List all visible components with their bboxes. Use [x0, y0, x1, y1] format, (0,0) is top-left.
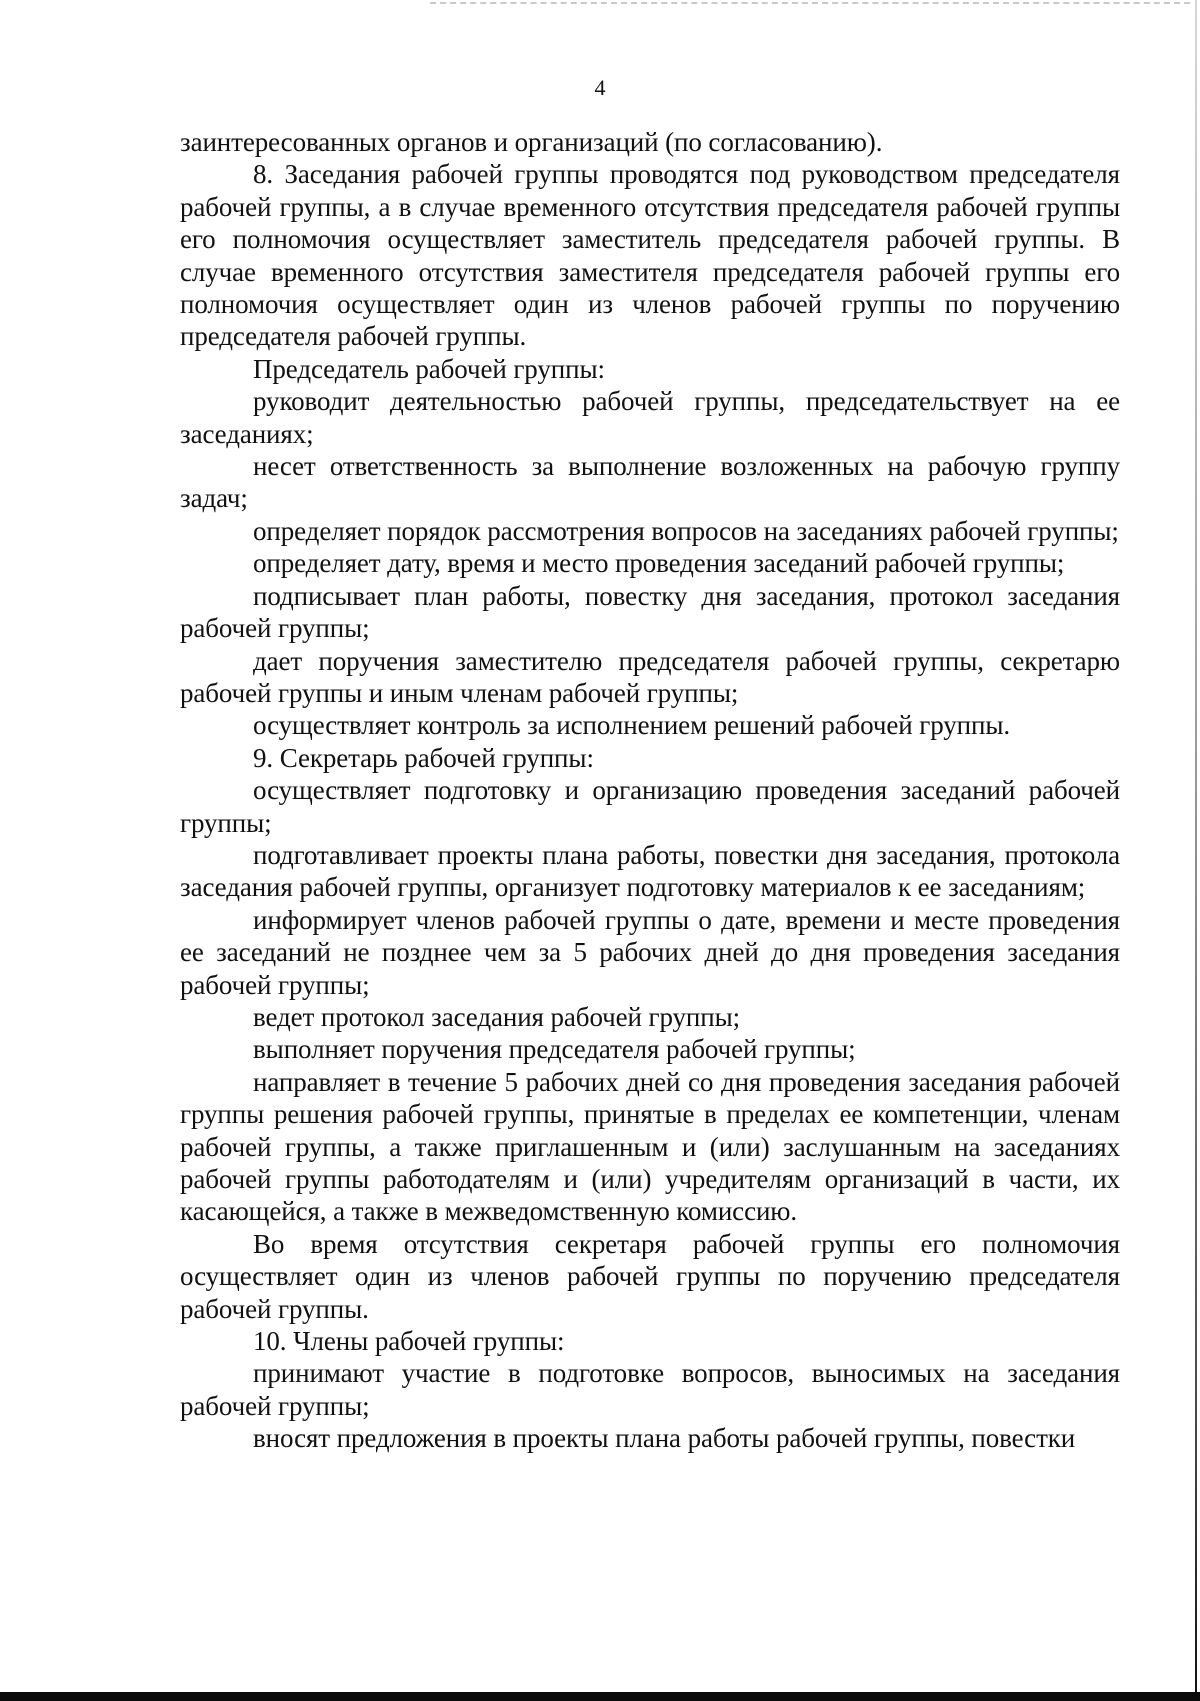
- document-body: [180, 126, 1120, 1455]
- paragraph: принимают участие в подготовке вопросов, выносимых на заседания рабочей группы;: [180, 1358, 1120, 1421]
- paragraph: направляет в течение 5 рабочих дней со дня проведения заседания рабочей группы решения рабочей группы, принятые в пределах ее компетенции, членам рабочей группы, а также приглашенным и (или) заслушанным на заседаниях рабочей группы работодателям и (или) учредителям организаций в части, их касающейся, а также в межведомственную комиссию.: [180, 1066, 1120, 1227]
- paragraph: ведет протокол заседания рабочей группы;: [253, 1001, 741, 1032]
- page-number: 4: [594, 75, 606, 100]
- paragraph: определяет порядок рассмотрения вопросов на заседаниях рабочей группы;: [253, 515, 1119, 546]
- paragraph: 9. Секретарь рабочей группы:: [253, 742, 594, 773]
- paragraph: заинтересованных органов и организаций (по согласованию).: [180, 127, 883, 157]
- paragraph: осуществляет контроль за исполнением решений рабочей группы.: [253, 710, 1011, 741]
- paragraph: Во время отсутствия секретаря рабочей группы его полномочия осуществляет один из членов рабочей группы по поручению председателя рабочей группы.: [180, 1228, 1120, 1324]
- paragraph: дает поручения заместителю председателя рабочей группы, секретарю рабочей группы и иным членам рабочей группы;: [180, 645, 1120, 708]
- paragraph: подписывает план работы, повестку дня заседания, протокол заседания рабочей группы;: [180, 580, 1120, 644]
- paragraph: вносят предложения в проекты плана работы рабочей группы, повестки: [253, 1423, 1076, 1454]
- paragraph: подготавливает проекты плана работы, повестки дня заседания, протокола заседания рабочей группы, организует подготовку материалов к ее заседаниям;: [180, 839, 1120, 903]
- scan-edge-bottom: [0, 1692, 1200, 1701]
- paragraph: 8. Заседания рабочей группы проводятся под руководством председателя рабочей группы, а в случае временного отсутствия председателя рабочей группы его полномочия осуществляет заместитель председателя рабочей группы. В случае временного отсутствия заместителя председателя рабочей группы его полномочия осуществляет один из членов рабочей группы по поручению председателя рабочей группы.: [180, 159, 1120, 352]
- paragraph: несет ответственность за выполнение возложенных на рабочую группу задач;: [180, 451, 1120, 514]
- paragraph: осуществляет подготовку и организацию проведения заседаний рабочей группы;: [180, 775, 1120, 838]
- paragraph: выполняет поручения председателя рабочей группы;: [253, 1034, 856, 1065]
- paragraph: информирует членов рабочей группы о дате, времени и месте проведения ее заседаний не позднее чем за 5 рабочих дней до дня проведения заседания рабочей группы;: [180, 904, 1120, 1000]
- scan-edge-right: [1195, 0, 1197, 1701]
- scan-edge-top: [430, 2, 1190, 4]
- paragraph: определяет дату, время и место проведения заседаний рабочей группы;: [253, 548, 1065, 579]
- paragraph: руководит деятельностью рабочей группы, председательствует на ее заседаниях;: [180, 386, 1120, 449]
- paragraph: Председатель рабочей группы:: [253, 353, 605, 384]
- paragraph: 10. Члены рабочей группы:: [253, 1326, 565, 1357]
